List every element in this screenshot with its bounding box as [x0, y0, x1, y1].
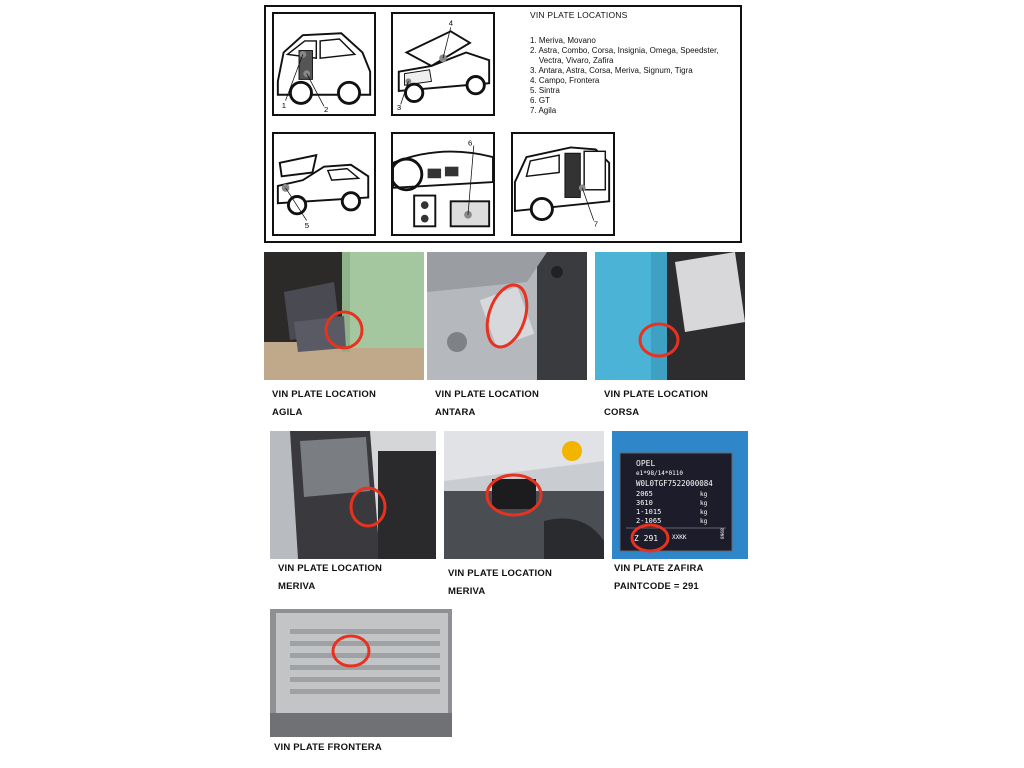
diagram-legend: [530, 10, 740, 116]
plate-weight-2: 3610: [636, 499, 653, 507]
photo-meriva-engine: [444, 431, 604, 559]
photo-antara: [427, 252, 587, 380]
car-trunk-open-drawing: [274, 134, 374, 234]
zafira-plate-photo: [612, 431, 748, 559]
diagram-panel-door: [272, 12, 376, 116]
diagram-title: VIN PLATE LOCATIONS: [530, 10, 628, 20]
callout-2: 2: [324, 105, 329, 114]
caption-antara-line1: VIN PLATE LOCATION: [435, 389, 540, 400]
legend-item: 2. Astra, Combo, Corsa, Insignia, Omega, Speedster, Vectra, Vivaro, Zafira: [530, 46, 719, 65]
diagram-panel-trunk: [272, 132, 376, 236]
legend-item: 5. Sintra: [530, 86, 560, 95]
photo-agila: [264, 252, 424, 380]
photo-corsa: [595, 252, 745, 380]
plate-unit: kg: [700, 518, 708, 525]
caption-corsa-line2: CORSA: [604, 407, 640, 418]
plate-code: XXKK: [672, 534, 687, 541]
plate-side-code: 8968: [721, 528, 726, 539]
callout-5: 5: [304, 221, 310, 231]
plate-weight-1: 2065: [636, 490, 653, 498]
callout-1: 1: [281, 101, 286, 111]
diagram-panel-pillar: [511, 132, 615, 236]
dashboard-drawing: [393, 134, 493, 234]
plate-unit: kg: [700, 491, 708, 498]
caption-antara-line2: ANTARA: [435, 407, 476, 418]
plate-brand: OPEL: [636, 459, 656, 468]
diagram-panel-hood: [391, 12, 495, 116]
car-hood-open-drawing: [393, 14, 493, 114]
plate-paintcode: Z 291: [634, 534, 659, 543]
callout-3: 3: [396, 103, 402, 113]
caption-agila-line1: VIN PLATE LOCATION: [272, 389, 377, 400]
car-door-open-drawing: [274, 14, 374, 114]
legend-item: 6. GT: [530, 96, 551, 105]
meriva-engine-photo: [444, 431, 604, 559]
photo-zafira-plate: [612, 431, 748, 559]
caption-meriva-door-line2: MERIVA: [278, 581, 316, 592]
caption-agila-line2: AGILA: [272, 407, 303, 418]
legend-item: 3. Antara, Astra, Corsa, Meriva, Signum, Tigra: [530, 66, 693, 75]
caption-meriva-door-line1: VIN PLATE LOCATION: [278, 563, 383, 574]
caption-frontera-line1: VIN PLATE FRONTERA: [274, 742, 382, 753]
caption-zafira-line1: VIN PLATE ZAFIRA: [614, 563, 704, 574]
photo-meriva-door: [270, 431, 436, 559]
plate-unit: kg: [700, 509, 708, 516]
callout-7: 7: [593, 219, 599, 229]
callout-6: 6: [468, 138, 473, 148]
caption-zafira-line2: PAINTCODE = 291: [614, 581, 699, 592]
plate-weight-3: 1-1015: [636, 508, 662, 516]
caption-meriva-engine-line2: MERIVA: [448, 586, 486, 597]
plate-vin: W0L0TGF7522000084: [636, 479, 713, 488]
callout-4: 4: [448, 18, 454, 28]
caption-meriva-engine-line1: VIN PLATE LOCATION: [448, 568, 553, 579]
frontera-plate-photo: [270, 609, 452, 737]
car-pillar-drawing: [513, 134, 613, 234]
photo-frontera-plate: [270, 609, 452, 737]
plate-approval: e1*98/14*0110: [636, 470, 683, 477]
antara-engine-photo: [427, 252, 587, 380]
diagram-panel-dashboard: [391, 132, 495, 236]
plate-unit: kg: [700, 500, 708, 507]
plate-weight-4: 2-1065: [636, 517, 662, 525]
legend-item: 1. Meriva, Movano: [530, 36, 596, 45]
legend-item: 7. Agila: [530, 106, 557, 115]
meriva-door-photo: [270, 431, 436, 559]
caption-corsa-line1: VIN PLATE LOCATION: [604, 389, 709, 400]
legend-item: 4. Campo, Frontera: [530, 76, 600, 85]
corsa-door-photo: [595, 252, 745, 380]
agila-door-photo: [264, 252, 424, 380]
